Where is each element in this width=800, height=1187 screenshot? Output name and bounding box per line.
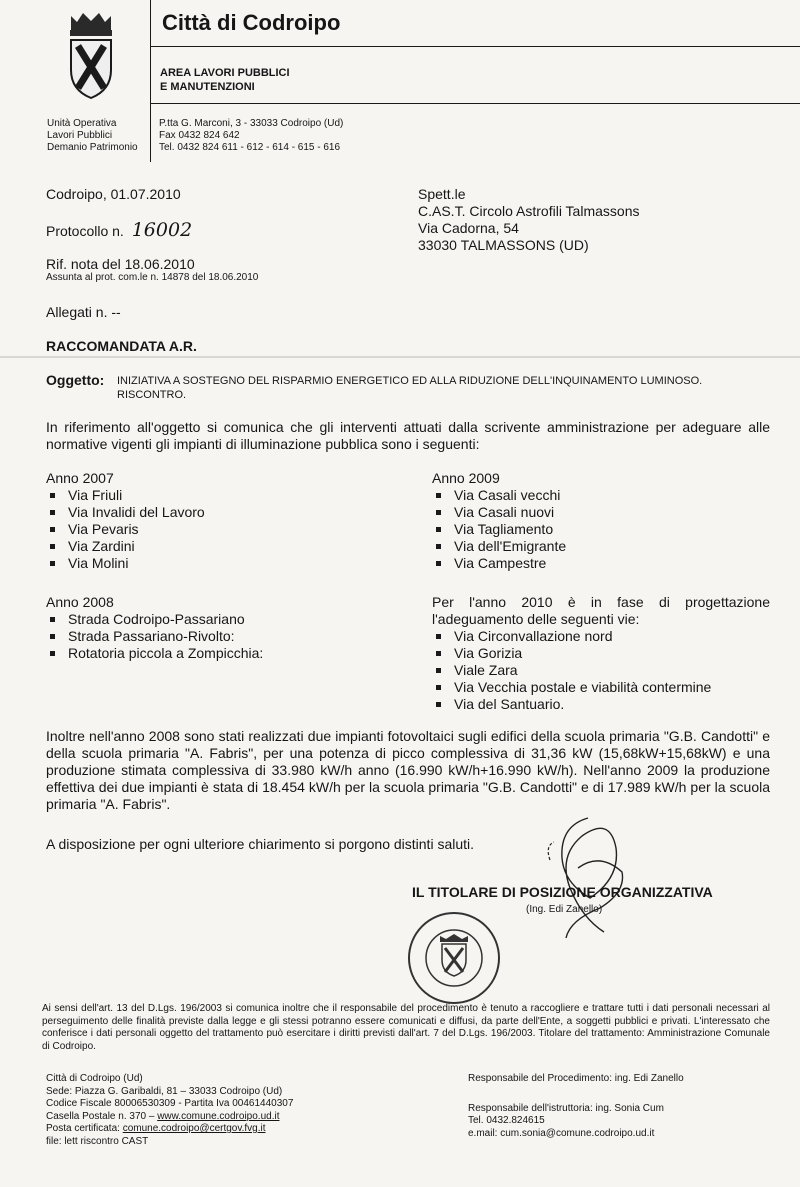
email-link[interactable]: e.mail: cum.sonia@comune.codroipo.ud.it <box>468 1127 655 1139</box>
street-item: Strada Passariano-Rivolto: <box>46 628 376 645</box>
year-title: Anno 2009 <box>432 470 500 486</box>
footer-line: Responsabile dell'istruttoria: ing. Sonia Cum <box>468 1102 664 1114</box>
city-crest-icon <box>66 8 116 100</box>
unit-line: Unità Operativa <box>47 118 117 129</box>
footer-line: file: lett riscontro CAST <box>46 1135 149 1147</box>
address-line: Tel. 0432 824 611 - 612 - 614 - 615 - 616 <box>159 142 341 153</box>
footer-line: Tel. 0432.824615 <box>468 1115 545 1126</box>
street-item: Via Casali nuovi <box>432 504 770 521</box>
area-line: E MANUTENZIONI <box>160 81 255 93</box>
year-2009 <box>432 470 770 572</box>
subject-text <box>117 374 702 402</box>
street-item: Via Vecchia postale e viabilità contermine <box>432 679 770 696</box>
unit-line: Lavori Pubblici <box>47 130 113 141</box>
pec-label: Posta certificata: <box>46 1123 120 1134</box>
protocol <box>46 219 193 241</box>
footer-line <box>46 1123 293 1136</box>
footer-line: Città di Codroipo (Ud) <box>46 1073 143 1084</box>
allegati: Allegati n. -- <box>46 304 121 320</box>
area-line: AREA LAVORI PUBBLICI <box>160 67 290 79</box>
intro-paragraph: In riferimento all'oggetto si comunica che gli interventi attuati dalla scrivente amministrazione per adeguare alle normative vigenti gli impianti di illuminazione pubblica sono i seguenti: <box>46 419 770 452</box>
street-item: Viale Zara <box>432 662 770 679</box>
assunta-note: Assunta al prot. com.le n. 14878 del 18.06.2010 <box>46 272 259 283</box>
street-item: Via Pevaris <box>46 521 376 538</box>
unit-info <box>47 118 138 154</box>
footer-line <box>46 1111 293 1124</box>
office-address <box>159 118 343 154</box>
street-item: Via Tagliamento <box>432 521 770 538</box>
mailbox-label: Casella Postale n. 370 – <box>46 1110 155 1122</box>
street-item: Rotatoria piccola a Zompicchia: <box>46 645 376 662</box>
handwritten-signature-icon <box>530 808 650 948</box>
letter-date: Codroipo, 01.07.2010 <box>46 186 181 202</box>
street-item: Via Friuli <box>46 487 376 504</box>
year-title: Anno 2008 <box>46 594 114 610</box>
year-title: Anno 2007 <box>46 470 114 486</box>
subject-label: Oggetto: <box>46 372 105 388</box>
area-title <box>160 66 290 94</box>
year-2007 <box>46 470 376 572</box>
footer-right <box>468 1073 684 1140</box>
photovoltaic-paragraph: Inoltre nell'anno 2008 sono stati realizzati due impianti fotovoltaici sugli edifici della scuola primaria "G.B. Candotti" e della scuola primaria "A. Fabris", per una potenza di picco complessiva di 31,36 kW (15,68kW+15,68kW) e una produzione stimata complessiva di 33.980 kW/h anno (16.990 kW/h+16.990 kW/h). Nell'anno 2009 la produzione effettiva dei due impianti è stata di 18.454 kW/h per la scuola primaria "G.B. Candotti" e di 17.989 kW/h per la scuola primaria "A. Fabris". <box>46 728 770 812</box>
pec-link[interactable]: comune.codroipo@certgov.fvg.it <box>122 1123 266 1134</box>
street-item: Via Molini <box>46 555 376 572</box>
street-item: Via Casali vecchi <box>432 487 770 504</box>
footer-left <box>46 1073 293 1148</box>
signatory-title: IL TITOLARE DI POSIZIONE ORGANIZZATIVA <box>412 884 713 900</box>
street-item: Via Invalidi del Lavoro <box>46 504 376 521</box>
website-link[interactable]: www.comune.codroipo.ud.it <box>157 1110 280 1122</box>
year-2010 <box>432 594 770 713</box>
street-item: Via Circonvallazione nord <box>432 628 770 645</box>
street-item: Via Gorizia <box>432 645 770 662</box>
closing-line: A disposizione per ogni ulteriore chiarimento si porgono distinti saluti. <box>46 836 475 852</box>
subject-line: RISCONTRO. <box>117 389 187 401</box>
city-name: Città di Codroipo <box>162 10 341 35</box>
raccomandata: RACCOMANDATA A.R. <box>46 338 197 354</box>
signatory-name: (Ing. Edi Zanello) <box>526 904 603 915</box>
street-item: Strada Codroipo-Passariano <box>46 611 376 628</box>
protocol-label: Protocollo n. <box>46 223 124 239</box>
year-2010-intro: Per l'anno 2010 è in fase di progettazione l'adeguamento delle seguenti vie: <box>432 594 770 627</box>
subject-line: INIZIATIVA A SOSTEGNO DEL RISPARMIO ENERGETICO ED ALLA RIDUZIONE DELL'INQUINAMENTO LUMINOSO. <box>117 375 703 387</box>
address-line: Fax 0432 824 642 <box>159 130 240 141</box>
fold-line <box>0 356 800 358</box>
recipient-line: C.AS.T. Circolo Astrofili Talmassons <box>418 203 640 219</box>
municipal-stamp-icon <box>404 908 504 1008</box>
street-item: Via Zardini <box>46 538 376 555</box>
privacy-notice: Ai sensi dell'art. 13 del D.Lgs. 196/2003 si comunica inoltre che il responsabile del procedimento è tenuto a raccogliere e trattare tutti i dati personali necessari al perseguimento delle finalità previste dalla legge e gli stessi potranno essere comunicati e diffusi, da parte dell'Ente, a soggetti pubblici e privati. L'interessato che conferisce i dati personali oggetto del trattamento può esercitare i diritti previsti dall'art. 7 del D.Lgs. 196/2003. Titolare del trattamento: Amministrazione Comunale di Codroipo. <box>42 1003 770 1052</box>
unit-line: Demanio Patrimonio <box>47 142 138 153</box>
year-2008 <box>46 594 376 662</box>
address-line: P.tta G. Marconi, 3 - 33033 Codroipo (Ud) <box>159 118 344 129</box>
protocol-number: 16002 <box>131 219 193 241</box>
footer-line: Codice Fiscale 80006530309 - Partita Iva 00461440307 <box>46 1098 294 1109</box>
recipient-line: Spett.le <box>418 186 466 202</box>
rif-note: Rif. nota del 18.06.2010 <box>46 256 195 272</box>
recipient-block <box>418 186 639 254</box>
footer-line: Responsabile del Procedimento: ing. Edi Zanello <box>468 1073 684 1084</box>
street-item: Via del Santuario. <box>432 696 770 713</box>
street-item: Via dell'Emigrante <box>432 538 770 555</box>
footer-line: Sede: Piazza G. Garibaldi, 81 – 33033 Codroipo (Ud) <box>46 1085 283 1097</box>
recipient-line: Via Cadorna, 54 <box>418 220 519 236</box>
street-item: Via Campestre <box>432 555 770 572</box>
recipient-line: 33030 TALMASSONS (UD) <box>418 237 589 253</box>
